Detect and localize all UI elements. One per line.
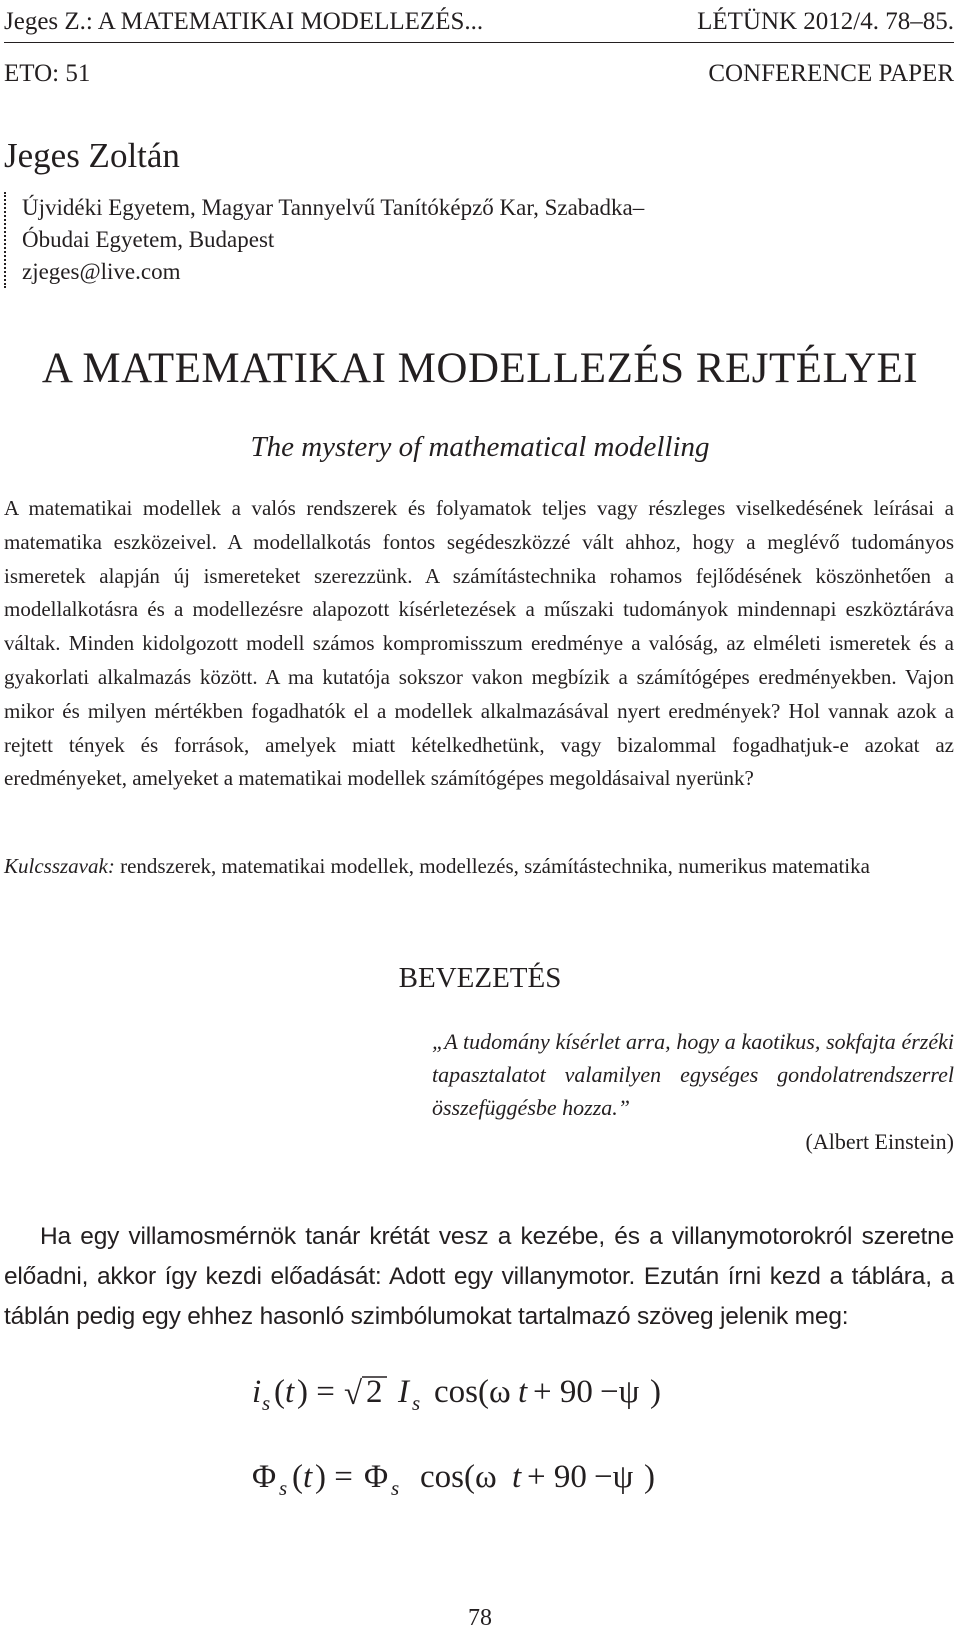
eq2-t: t: [303, 1459, 313, 1495]
running-head-right: LÉTÜNK 2012/4. 78–85.: [697, 8, 954, 35]
author-email: zjeges@live.com: [22, 259, 181, 284]
affiliation-line-1: Újvidéki Egyetem, Magyar Tannyelvű Tanítóképző Kar, Szabadka–: [22, 195, 645, 220]
eq1-I: I: [398, 1374, 409, 1410]
eq1-close: ): [650, 1374, 661, 1410]
equation-current: [250, 1360, 750, 1420]
epigraph-author: (Albert Einstein): [805, 1129, 954, 1154]
paper-title: A MATEMATIKAI MODELLEZÉS REJTÉLYEI: [41, 345, 919, 392]
eq1-sub-s: s: [262, 1391, 271, 1415]
paper-type: CONFERENCE PAPER: [708, 60, 954, 87]
author-affiliation: [4, 192, 644, 288]
eq2-minus-psi: −ψ: [594, 1459, 634, 1495]
eq1-sub-s2: s: [412, 1391, 421, 1415]
eq1-i: i: [252, 1374, 262, 1410]
eq1-sqrt: √: [344, 1376, 363, 1412]
eq2-phi2: Φ: [364, 1459, 389, 1495]
eq2-sub-s: s: [279, 1476, 288, 1500]
eq2-close: ): [644, 1459, 655, 1495]
paper-subtitle: The mystery of mathematical modelling: [250, 431, 710, 463]
eq2-phi: Φ: [252, 1459, 277, 1495]
eq1-t: t: [285, 1374, 295, 1410]
eq2-open: (: [292, 1459, 303, 1495]
eq2-t2: t: [512, 1459, 522, 1495]
eq1-cos: cos(ω: [434, 1374, 511, 1410]
equation-flux: [250, 1445, 750, 1505]
author-name: Jeges Zoltán: [4, 136, 180, 175]
eq1-minus-psi: −ψ: [600, 1374, 640, 1410]
keywords: [4, 850, 954, 883]
intro-paragraph-text: Ha egy villamosmérnök tanár krétát vesz a kezébe, és a villanymotorokról szeretne előadni, akkor így kezdi előadását: Adott egy villanymotor. Ezután írni kezd a táblára, a táblán pedig egy ehhez hasonló szimbólumokat tartalmazó szöveg jelenik meg:: [4, 1223, 954, 1330]
eq1-open: (: [274, 1374, 285, 1410]
keywords-text: rendszerek, matematikai modellek, modellezés, számítástechnika, numerikus matematika: [120, 854, 870, 878]
running-head-left: Jeges Z.: A MATEMATIKAI MODELLEZÉS...: [4, 8, 484, 35]
section-heading: BEVEZETÉS: [398, 962, 562, 994]
abstract: A matematikai modellek a valós rendszerek és folyamatok teljes vagy részleges viselkedésének leírásai a matematika eszközeivel. A modellalkotás fontos segédeszközzé vált ahhoz, hogy a meglévő tudományos ismeretek alapján új ismereteket szerezzünk. A számítástechnika rohamos fejlődésének köszönhetően a modellalkotásra és a modellezésre alapozott kísérletezések a műszaki tudományok mindennapi eszköztáráva váltak. Minden kidolgozott modell számos kompromisszum eredménye a valóság, az elméleti ismeretek és a gyakorlati alkalmazás között. A ma kutatója sokszor vakon megbízik a számítógépes eredményekben. Vajon mikor és milyen mértékben fogadhatók el a modellek alkalmazásával nyert eredmények? Hol vannak azok a rejtett tények és források, amelyek miatt kételkedhetünk, vagy bizalommal fogadhatjuk-e azokat az eredményeket, amelyeket a matematikai modellek számítógépes megoldásaival nyerünk?: [4, 496, 954, 791]
eq2-sub-s2: s: [391, 1476, 400, 1500]
eq2-close-eq: ) =: [315, 1459, 353, 1495]
keywords-label: Kulcsszavak:: [4, 854, 115, 878]
epigraph-quote: „A tudomány kísérlet arra, hogy a kaotikus, sokfajta érzéki tapasztalatot valamilyen egységes gondolatrendszerrel összefüggésbe hozza.”: [432, 1029, 954, 1120]
eq2-plus90: + 90: [527, 1459, 587, 1495]
page-number: 78: [468, 1605, 492, 1631]
affiliation-line-2: Óbudai Egyetem, Budapest: [22, 227, 275, 252]
udc-code: ETO: 51: [4, 60, 91, 87]
running-head: [4, 2, 954, 43]
eq1-t2: t: [518, 1374, 528, 1410]
intro-paragraph: [4, 1217, 954, 1337]
eq1-two: 2: [366, 1374, 383, 1410]
eq1-plus90: + 90: [533, 1374, 593, 1410]
eq2-cos: cos(ω: [420, 1459, 497, 1495]
eq1-close-eq: ) =: [297, 1374, 335, 1410]
